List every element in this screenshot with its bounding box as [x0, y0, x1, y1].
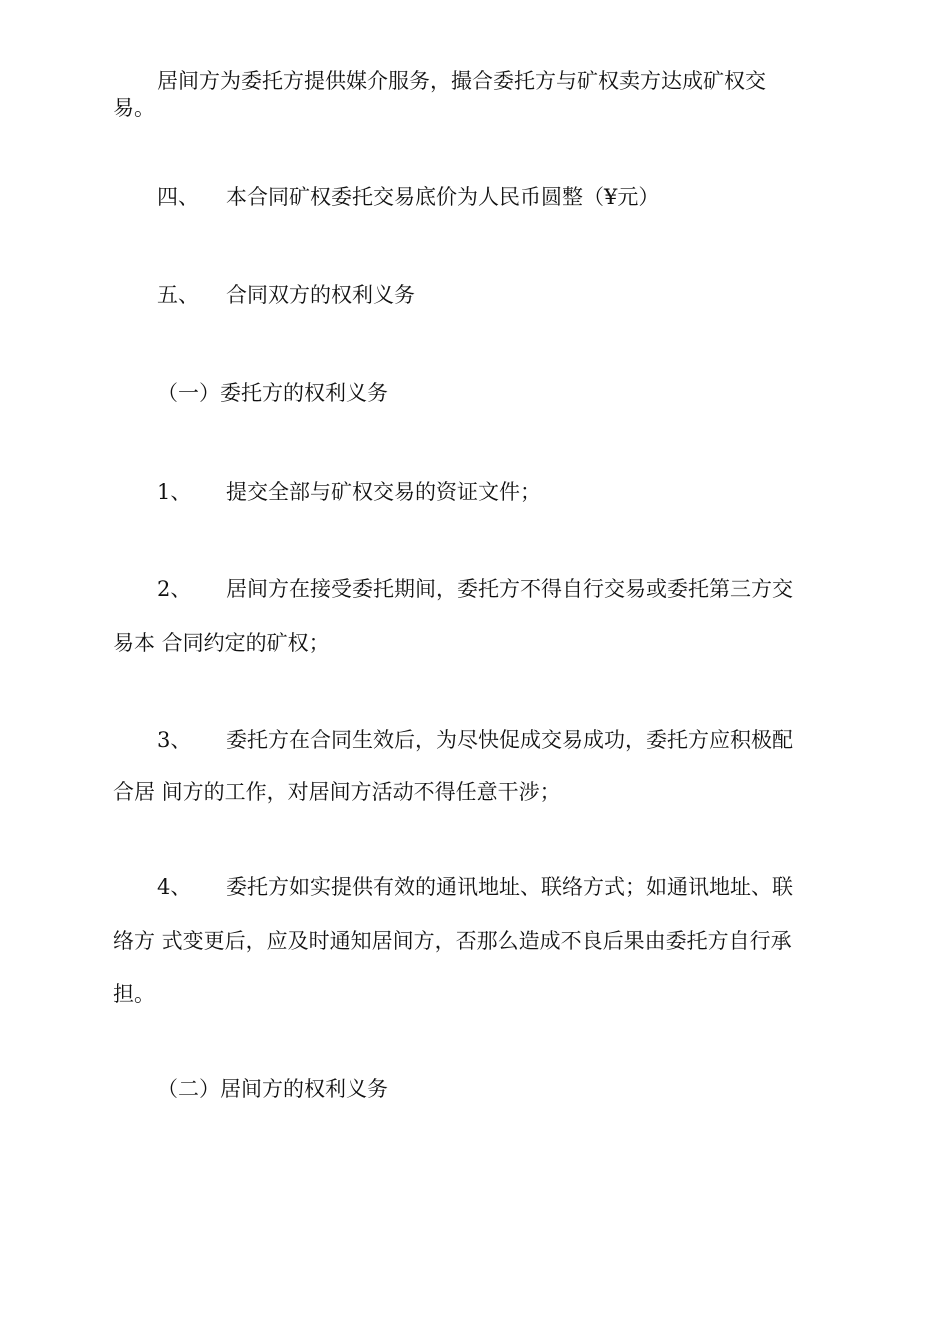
item-2-line-1: 居间方在接受委托期间，委托方不得自行交易或委托第三方交 — [226, 577, 793, 601]
item-3-number: 3、 — [157, 728, 192, 752]
sub-heading-2: （二）居间方的权利义务 — [157, 1077, 388, 1101]
item-4-number: 4、 — [157, 875, 192, 899]
item-3-line-2: 合居 间方的工作，对居间方活动不得任意干涉； — [113, 780, 561, 804]
section-5-number: 五、 — [157, 283, 199, 307]
item-4-line-2: 络方 式变更后，应及时通知居间方，否那么造成不良后果由委托方自行承 — [113, 929, 792, 953]
item-1-number: 1、 — [157, 480, 192, 504]
item-3-line-1: 委托方在合同生效后，为尽快促成交易成功，委托方应积极配 — [226, 728, 793, 752]
section-4-number: 四、 — [157, 185, 199, 209]
sub-heading-1: （一）委托方的权利义务 — [157, 381, 388, 405]
section-5-text: 合同双方的权利义务 — [226, 283, 415, 307]
item-2-line-2: 易本 合同约定的矿权； — [113, 631, 330, 655]
item-4-line-1: 委托方如实提供有效的通讯地址、联络方式；如通讯地址、联 — [226, 875, 793, 899]
intro-line-1: 居间方为委托方提供媒介服务，撮合委托方与矿权卖方达成矿权交 — [157, 69, 766, 93]
item-4-line-3: 担。 — [113, 982, 155, 1006]
item-1-line-1: 提交全部与矿权交易的资证文件； — [226, 480, 541, 504]
item-2-number: 2、 — [157, 577, 192, 601]
section-4-text: 本合同矿权委托交易底价为人民币圆整（¥元） — [226, 185, 660, 209]
intro-line-2: 易。 — [113, 96, 155, 120]
